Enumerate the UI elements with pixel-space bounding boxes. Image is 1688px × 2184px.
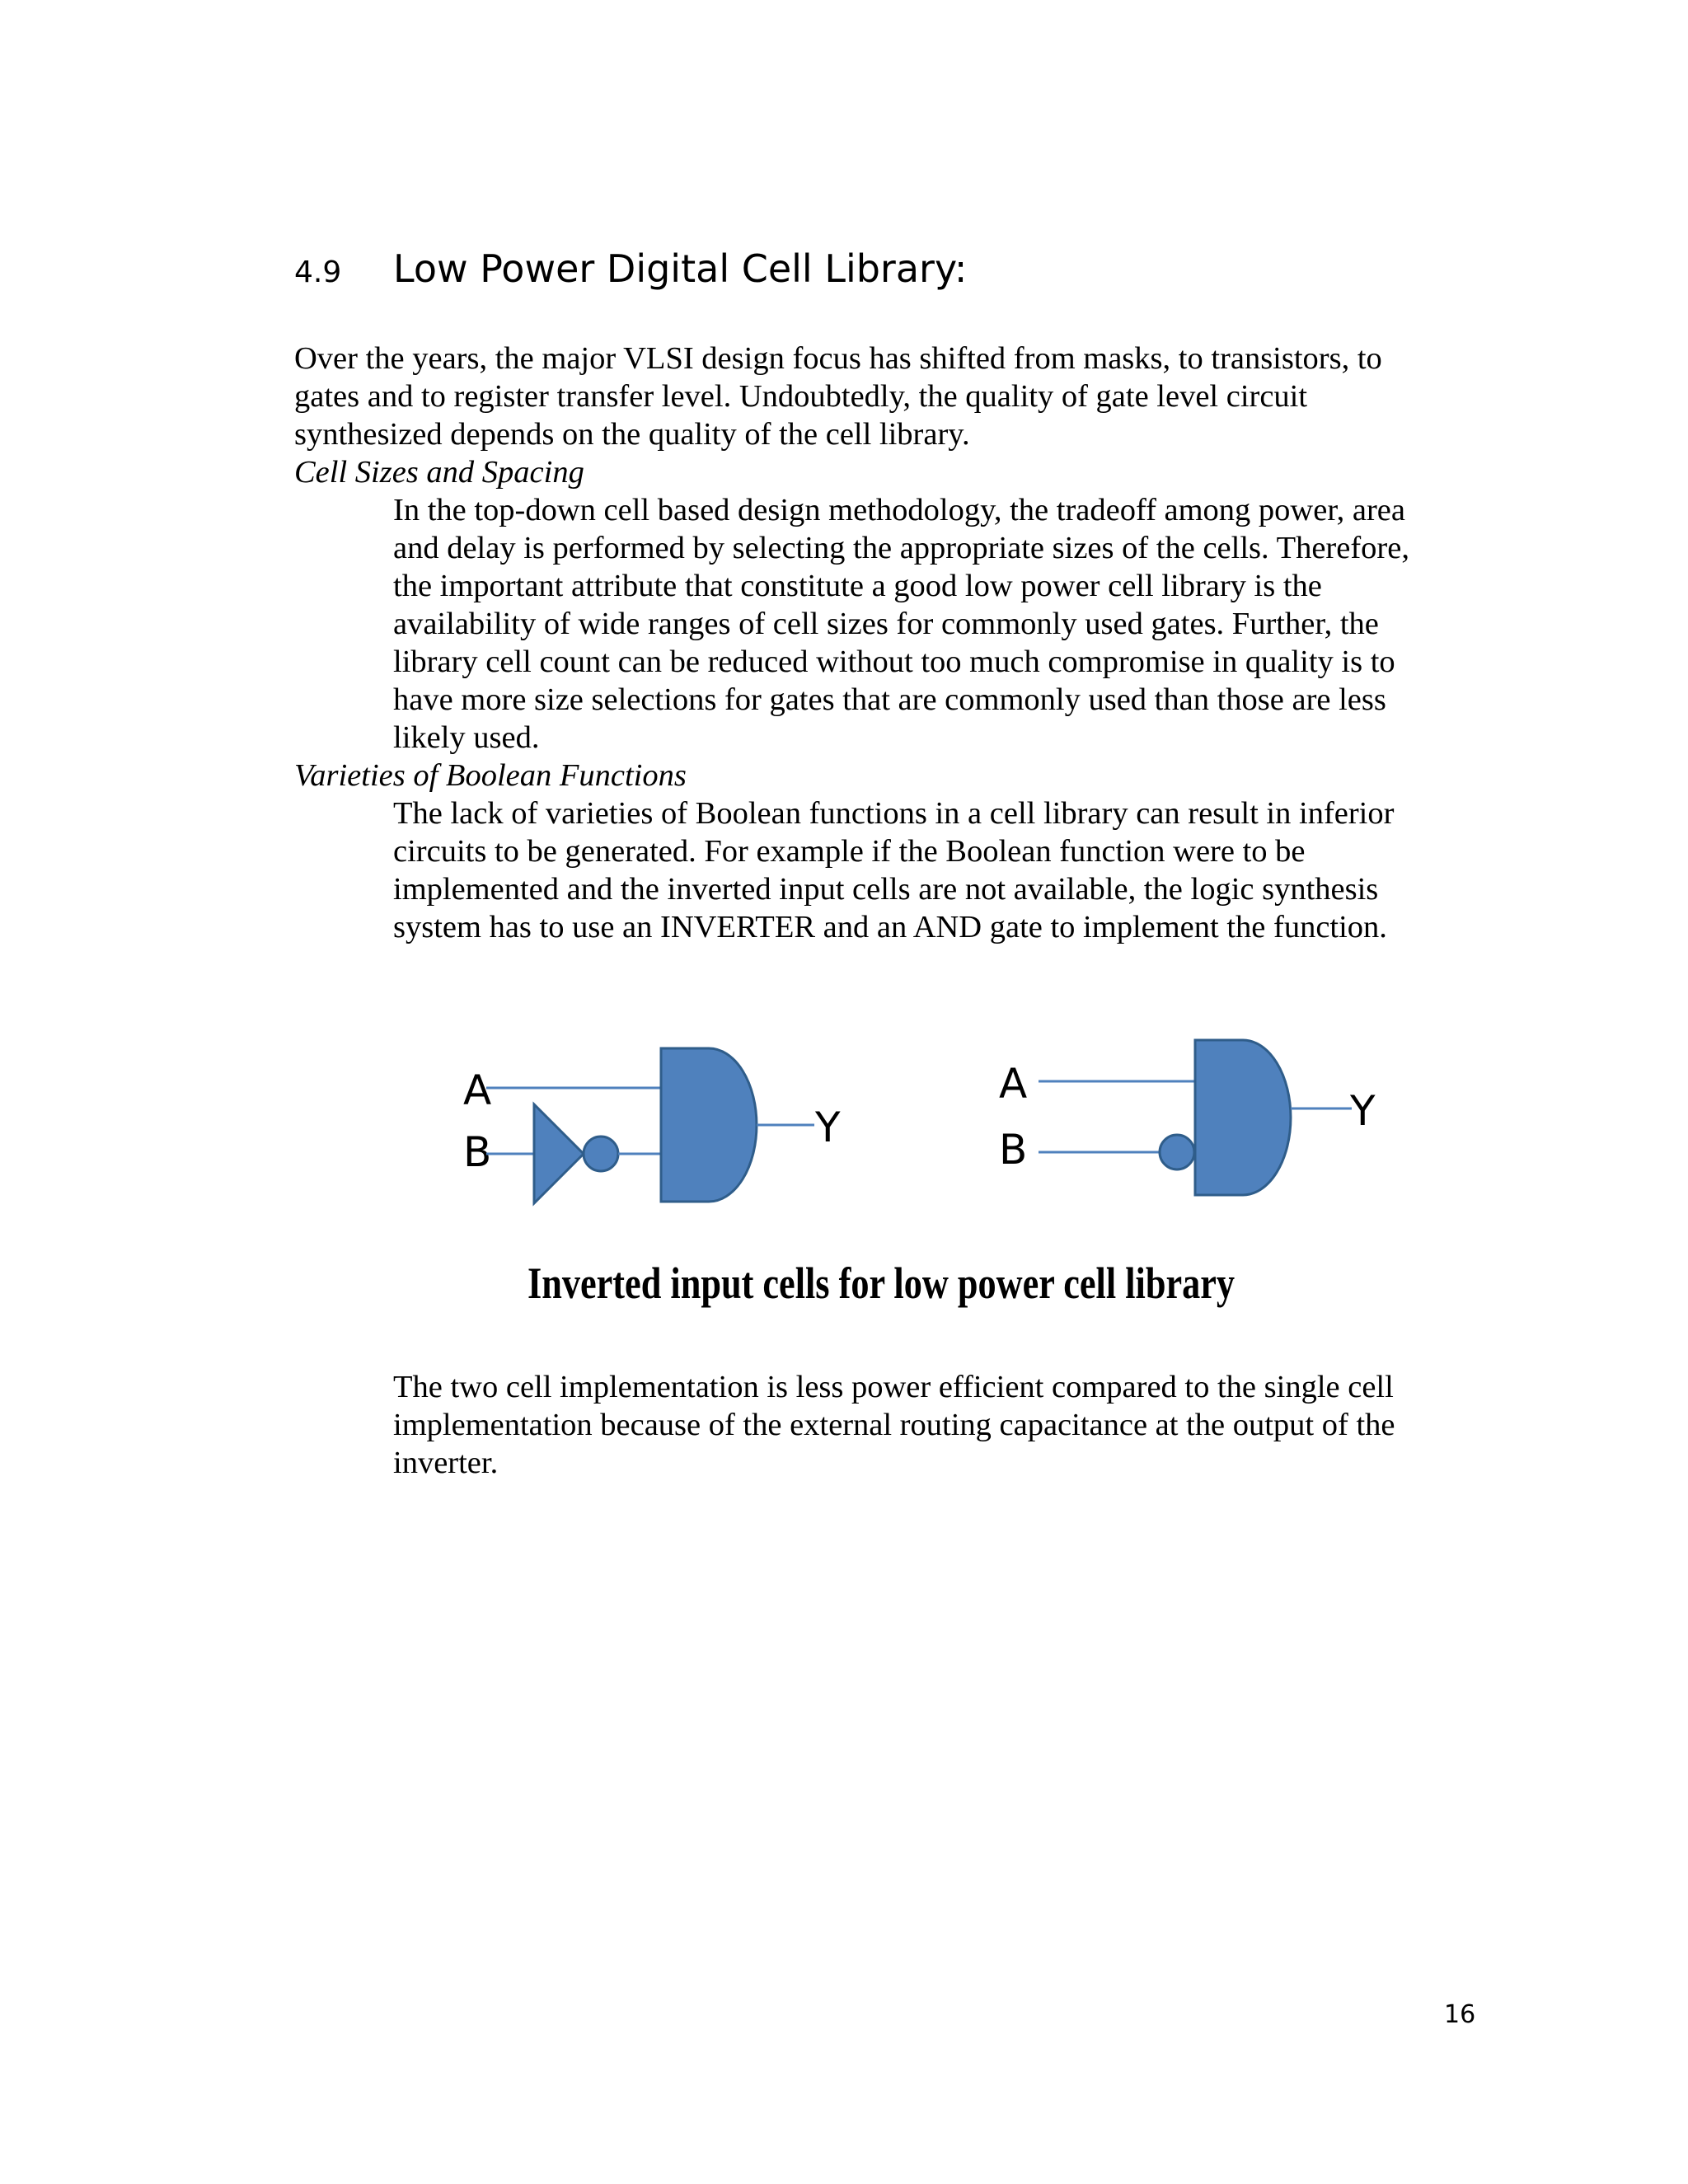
left-and-gate-icon <box>661 1048 757 1202</box>
boolean-functions-paragraph <box>393 794 1498 946</box>
intro-line: Over the years, the major VLSI design focus has shifted from masks, to transistors, to <box>294 341 1382 376</box>
closing-paragraph <box>393 1368 1498 1482</box>
paragraph-line: the important attribute that constitute a good low power cell library is the <box>393 569 1322 603</box>
left-input-b-label: B <box>463 1128 492 1176</box>
inverted-input-cells-figure <box>445 1022 1401 1236</box>
paragraph-line: and delay is performed by selecting the appropriate sizes of the cells. Therefore, <box>393 531 1409 565</box>
paragraph-line: The lack of varieties of Boolean functions in a cell library can result in inferior <box>393 796 1395 831</box>
left-circuit <box>463 1048 841 1203</box>
intro-line: gates and to register transfer level. Undoubtedly, the quality of gate level circuit <box>294 379 1308 414</box>
paragraph-line: have more size selections for gates that are commonly used than those are less <box>393 682 1386 717</box>
left-output-y-label: Y <box>815 1104 841 1151</box>
paragraph-line: The two cell implementation is less power efficient compared to the single cell <box>393 1370 1394 1404</box>
inverted-input-bubble-icon <box>1160 1135 1194 1169</box>
paragraph-line: likely used. <box>393 720 540 755</box>
paragraph-line: implementation because of the external routing capacitance at the output of the <box>393 1408 1395 1442</box>
paragraph-line: implemented and the inverted input cells are not available, the logic synthesis <box>393 872 1379 907</box>
subsection-title-cell-sizes: Cell Sizes and Spacing <box>294 455 584 490</box>
page-number: 16 <box>1444 2000 1476 2029</box>
subsection-title-boolean-functions: Varieties of Boolean Functions <box>294 758 687 793</box>
figure-caption: Inverted input cells for low power cell library <box>528 1258 1236 1308</box>
inverter-bubble-icon <box>584 1137 618 1171</box>
paragraph-line: circuits to be generated. For example if the Boolean function were to be <box>393 834 1306 869</box>
section-title: Low Power Digital Cell Library: <box>393 246 968 291</box>
right-input-b-label: B <box>999 1126 1028 1174</box>
paragraph-line: system has to use an INVERTER and an AND gate to implement the function. <box>393 910 1387 944</box>
paragraph-line: In the top-down cell based design methodology, the tradeoff among power, area <box>393 493 1405 527</box>
inverter-triangle-icon <box>534 1104 584 1203</box>
intro-line: synthesized depends on the quality of the cell library. <box>294 417 970 452</box>
cell-sizes-paragraph <box>393 491 1498 757</box>
section-heading <box>294 244 967 298</box>
left-input-a-label: A <box>463 1066 492 1114</box>
right-input-a-label: A <box>999 1060 1028 1108</box>
right-output-y-label: Y <box>1350 1087 1376 1135</box>
logic-gates-diagram <box>445 1022 1401 1236</box>
right-and-gate-icon <box>1195 1040 1291 1195</box>
paragraph-line: inverter. <box>393 1446 499 1480</box>
intro-paragraph <box>294 340 1498 453</box>
paragraph-line: library cell count can be reduced without too much compromise in quality is to <box>393 644 1395 679</box>
paragraph-line: availability of wide ranges of cell sizes for commonly used gates. Further, the <box>393 607 1379 641</box>
section-number: 4.9 <box>294 255 342 289</box>
right-circuit <box>999 1040 1376 1195</box>
